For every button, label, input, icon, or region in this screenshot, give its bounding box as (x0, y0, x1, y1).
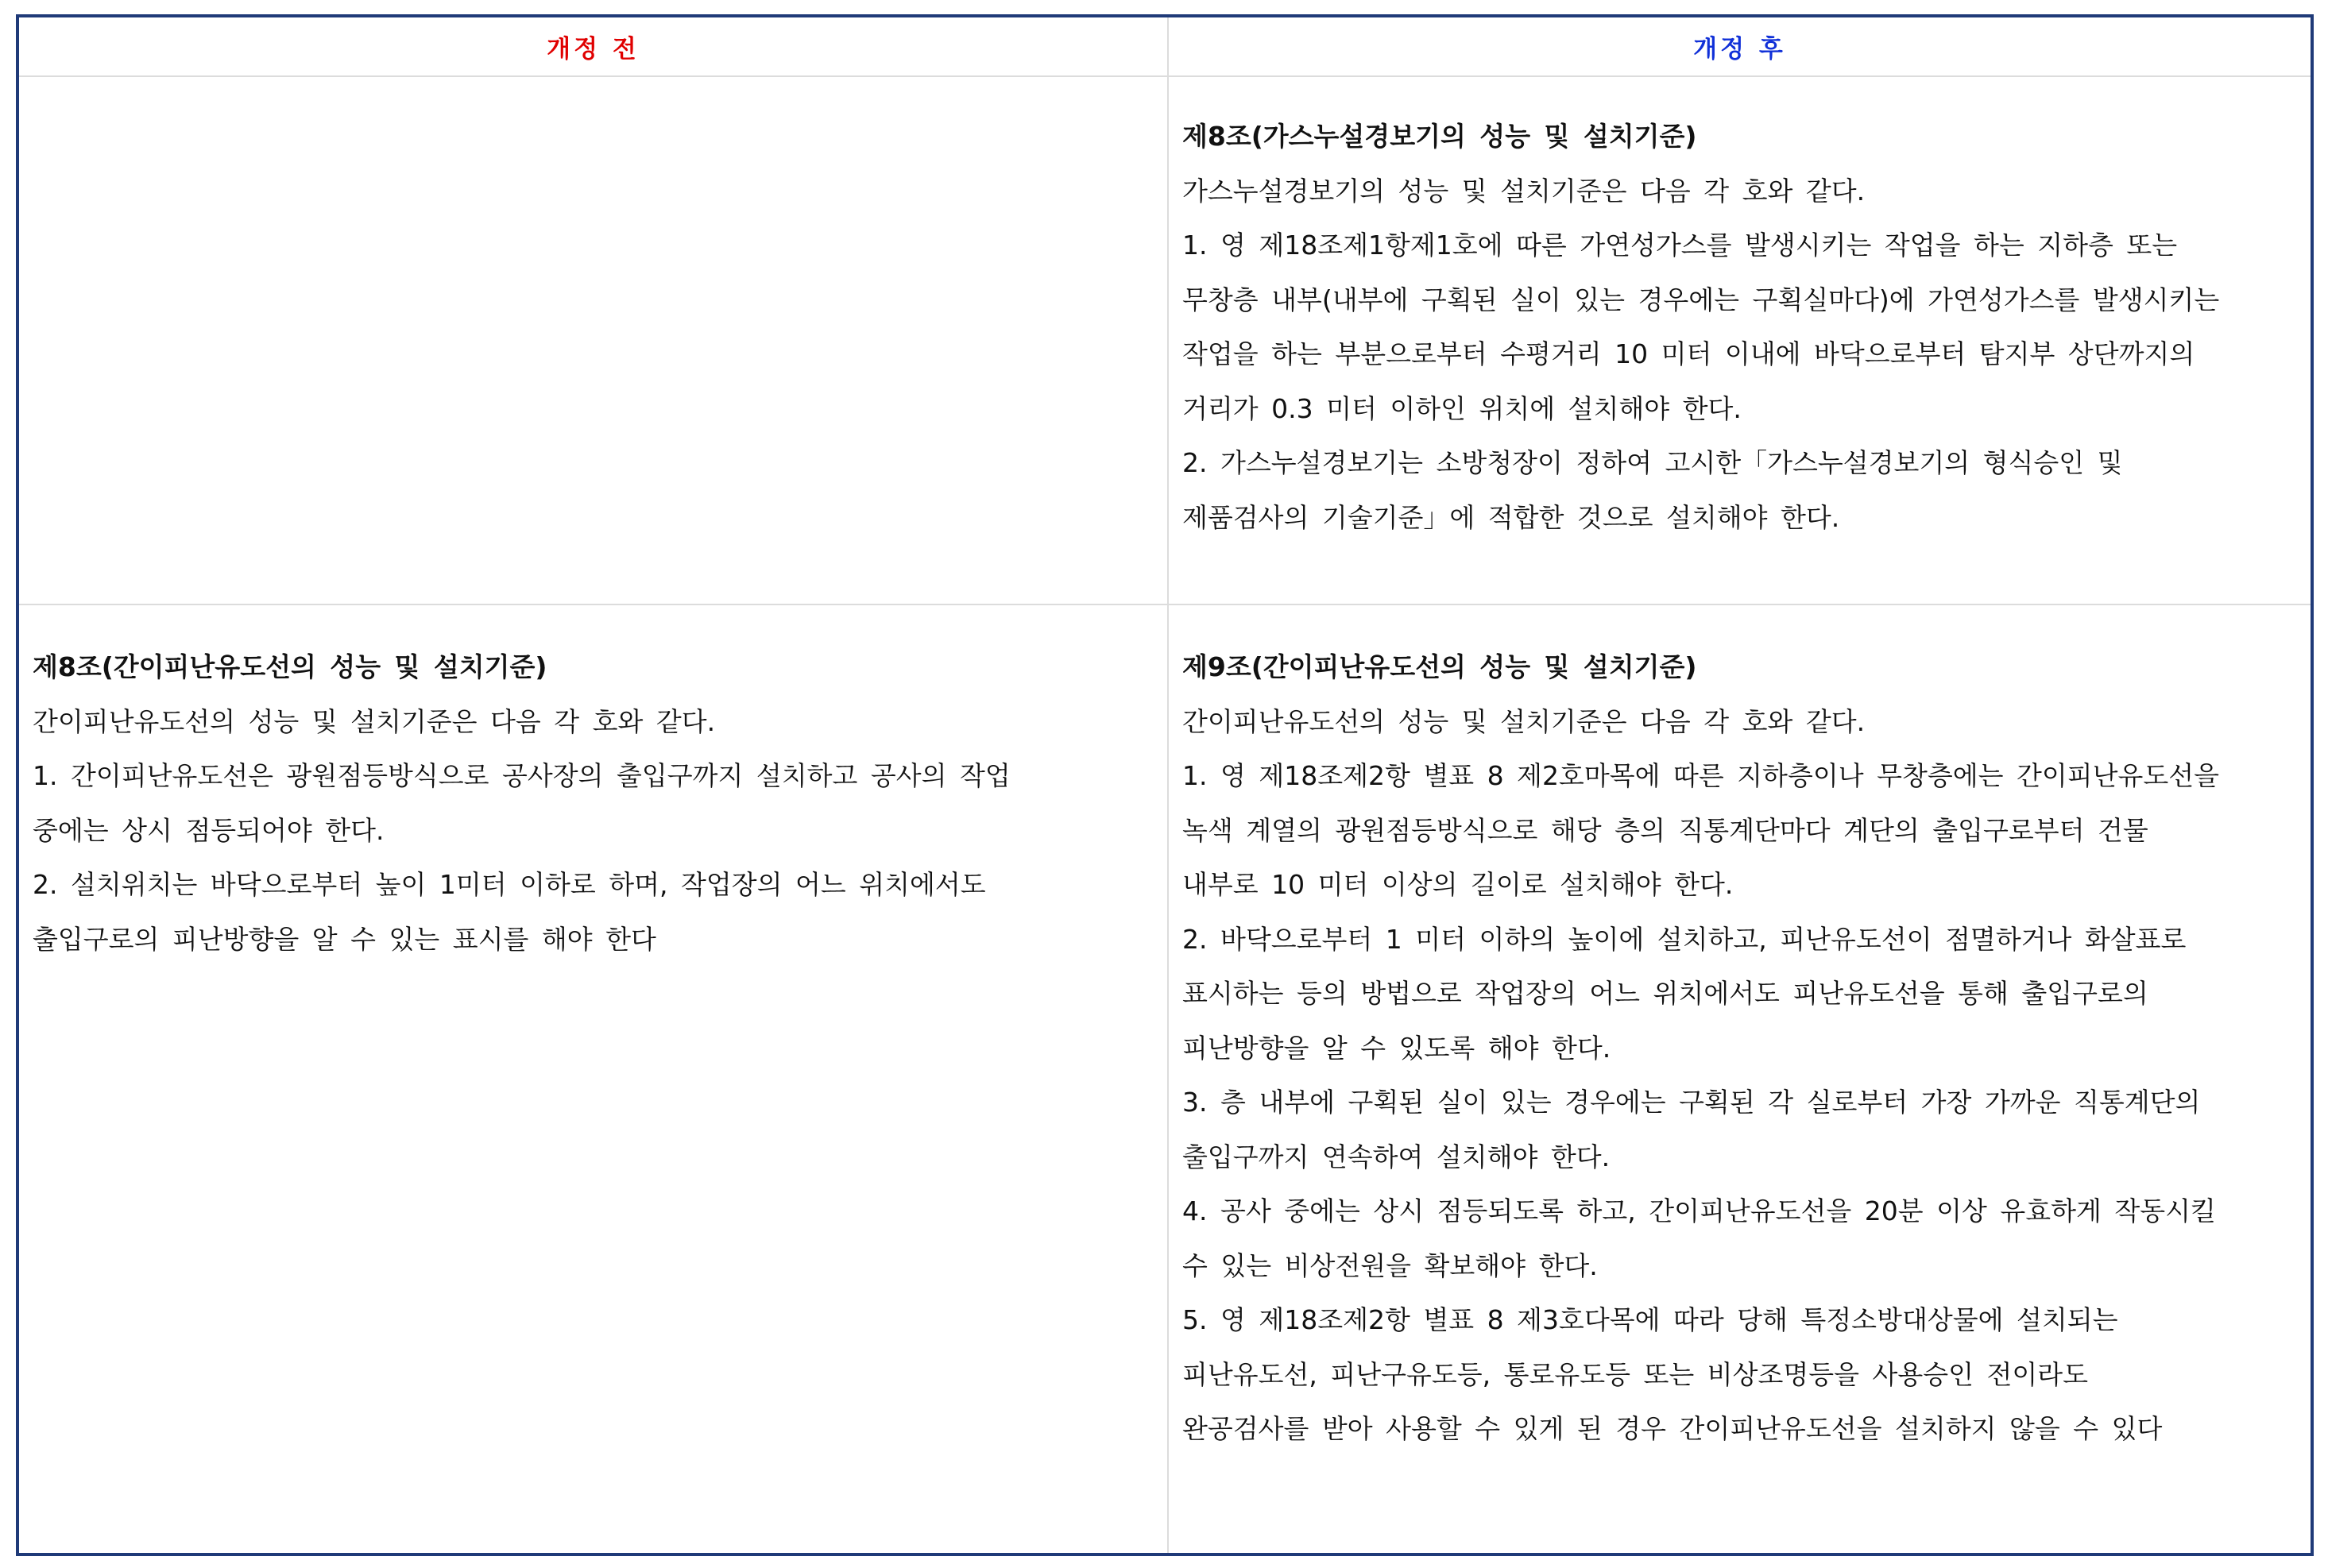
article-line: 녹색 계열의 광원점등방식으로 해당 층의 직통계단마다 계단의 출입구로부터 건물 (1182, 814, 2148, 846)
article-line: 작업을 하는 부분으로부터 수평거리 10 미터 이내에 바닥으로부터 탐지부 상단까지의 (1182, 338, 2195, 369)
article-line: 5. 영 제18조제2항 별표 8 제3호다목에 따라 당해 특정소방대상물에 설치되는 (1182, 1304, 2118, 1335)
article-line: 내부로 10 미터 이상의 길이로 설치해야 한다. (1182, 869, 1734, 900)
header-after: 개정 후 (1693, 35, 1786, 64)
article-line: 출입구까지 연속하여 설치해야 한다. (1182, 1141, 1611, 1172)
comparison-table (16, 14, 2314, 1556)
article-line: 피난유도선, 피난구유도등, 통로유도등 또는 비상조명등을 사용승인 전이라도 (1182, 1358, 2089, 1390)
article-line: 표시하는 등의 방법으로 작업장의 어느 위치에서도 피난유도선을 통해 출입구로의 (1182, 978, 2148, 1009)
row2-after-cell (1182, 640, 2219, 1457)
article-line: 무창층 내부(내부에 구획된 실이 있는 경우에는 구획실마다)에 가연성가스를 발생시키는 (1182, 284, 2220, 315)
row2-before-cell (33, 640, 1011, 967)
row-divider (19, 604, 2311, 605)
header-before: 개정 전 (547, 35, 640, 64)
article-line: 2. 가스누설경보기는 소방청장이 정하여 고시한「가스누설경보기의 형식승인 및 (1182, 447, 2123, 478)
article-line: 2. 설치위치는 바닥으로부터 높이 1미터 이하로 하며, 작업장의 어느 위치에서도 (33, 869, 986, 900)
article-line: 출입구로의 피난방향을 알 수 있는 표시를 해야 한다 (33, 923, 656, 955)
article-line: 1. 영 제18조제1항제1호에 따른 가연성가스를 발생시키는 작업을 하는 지하층 또는 (1182, 230, 2178, 261)
article-line: 가스누설경보기의 성능 및 설치기준은 다음 각 호와 같다. (1182, 175, 1866, 207)
article-title: 제8조(가스누설경보기의 성능 및 설치기준) (1182, 121, 1697, 152)
row1-after-cell (1182, 110, 2219, 545)
article-title: 제8조(간이피난유도선의 성능 및 설치기준) (33, 651, 547, 682)
article-line: 1. 영 제18조제2항 별표 8 제2호마목에 따른 지하층이나 무창층에는 간이피난유도선을 (1182, 760, 2219, 791)
article-line: 제품검사의 기술기준」에 적합한 것으로 설치해야 한다. (1182, 501, 1840, 533)
article-line: 거리가 0.3 미터 이하인 위치에 설치해야 한다. (1182, 392, 1742, 424)
article-line: 3. 층 내부에 구획된 실이 있는 경우에는 구획된 각 실로부터 가장 가까운 직통계단의 (1182, 1087, 2201, 1118)
article-line: 간이피난유도선의 성능 및 설치기준은 다음 각 호와 같다. (33, 705, 716, 737)
article-line: 피난방향을 알 수 있도록 해야 한다. (1182, 1032, 1611, 1064)
article-title: 제9조(간이피난유도선의 성능 및 설치기준) (1182, 651, 1697, 682)
article-line: 1. 간이피난유도선은 광원점등방식으로 공사장의 출입구까지 설치하고 공사의 작업 (33, 760, 1011, 791)
article-line: 2. 바닥으로부터 1 미터 이하의 높이에 설치하고, 피난유도선이 점멸하거나 화살표로 (1182, 923, 2187, 955)
column-divider (1167, 17, 1169, 1553)
article-line: 완공검사를 받아 사용할 수 있게 된 경우 간이피난유도선을 설치하지 않을 수 있다 (1182, 1413, 2163, 1444)
article-line: 수 있는 비상전원을 확보해야 한다. (1182, 1249, 1598, 1281)
article-line: 간이피난유도선의 성능 및 설치기준은 다음 각 호와 같다. (1182, 705, 1866, 737)
article-line: 4. 공사 중에는 상시 점등되도록 하고, 간이피난유도선을 20분 이상 유효하게 작동시킬 (1182, 1195, 2216, 1226)
article-line: 중에는 상시 점등되어야 한다. (33, 814, 385, 846)
header-divider (19, 75, 2311, 77)
